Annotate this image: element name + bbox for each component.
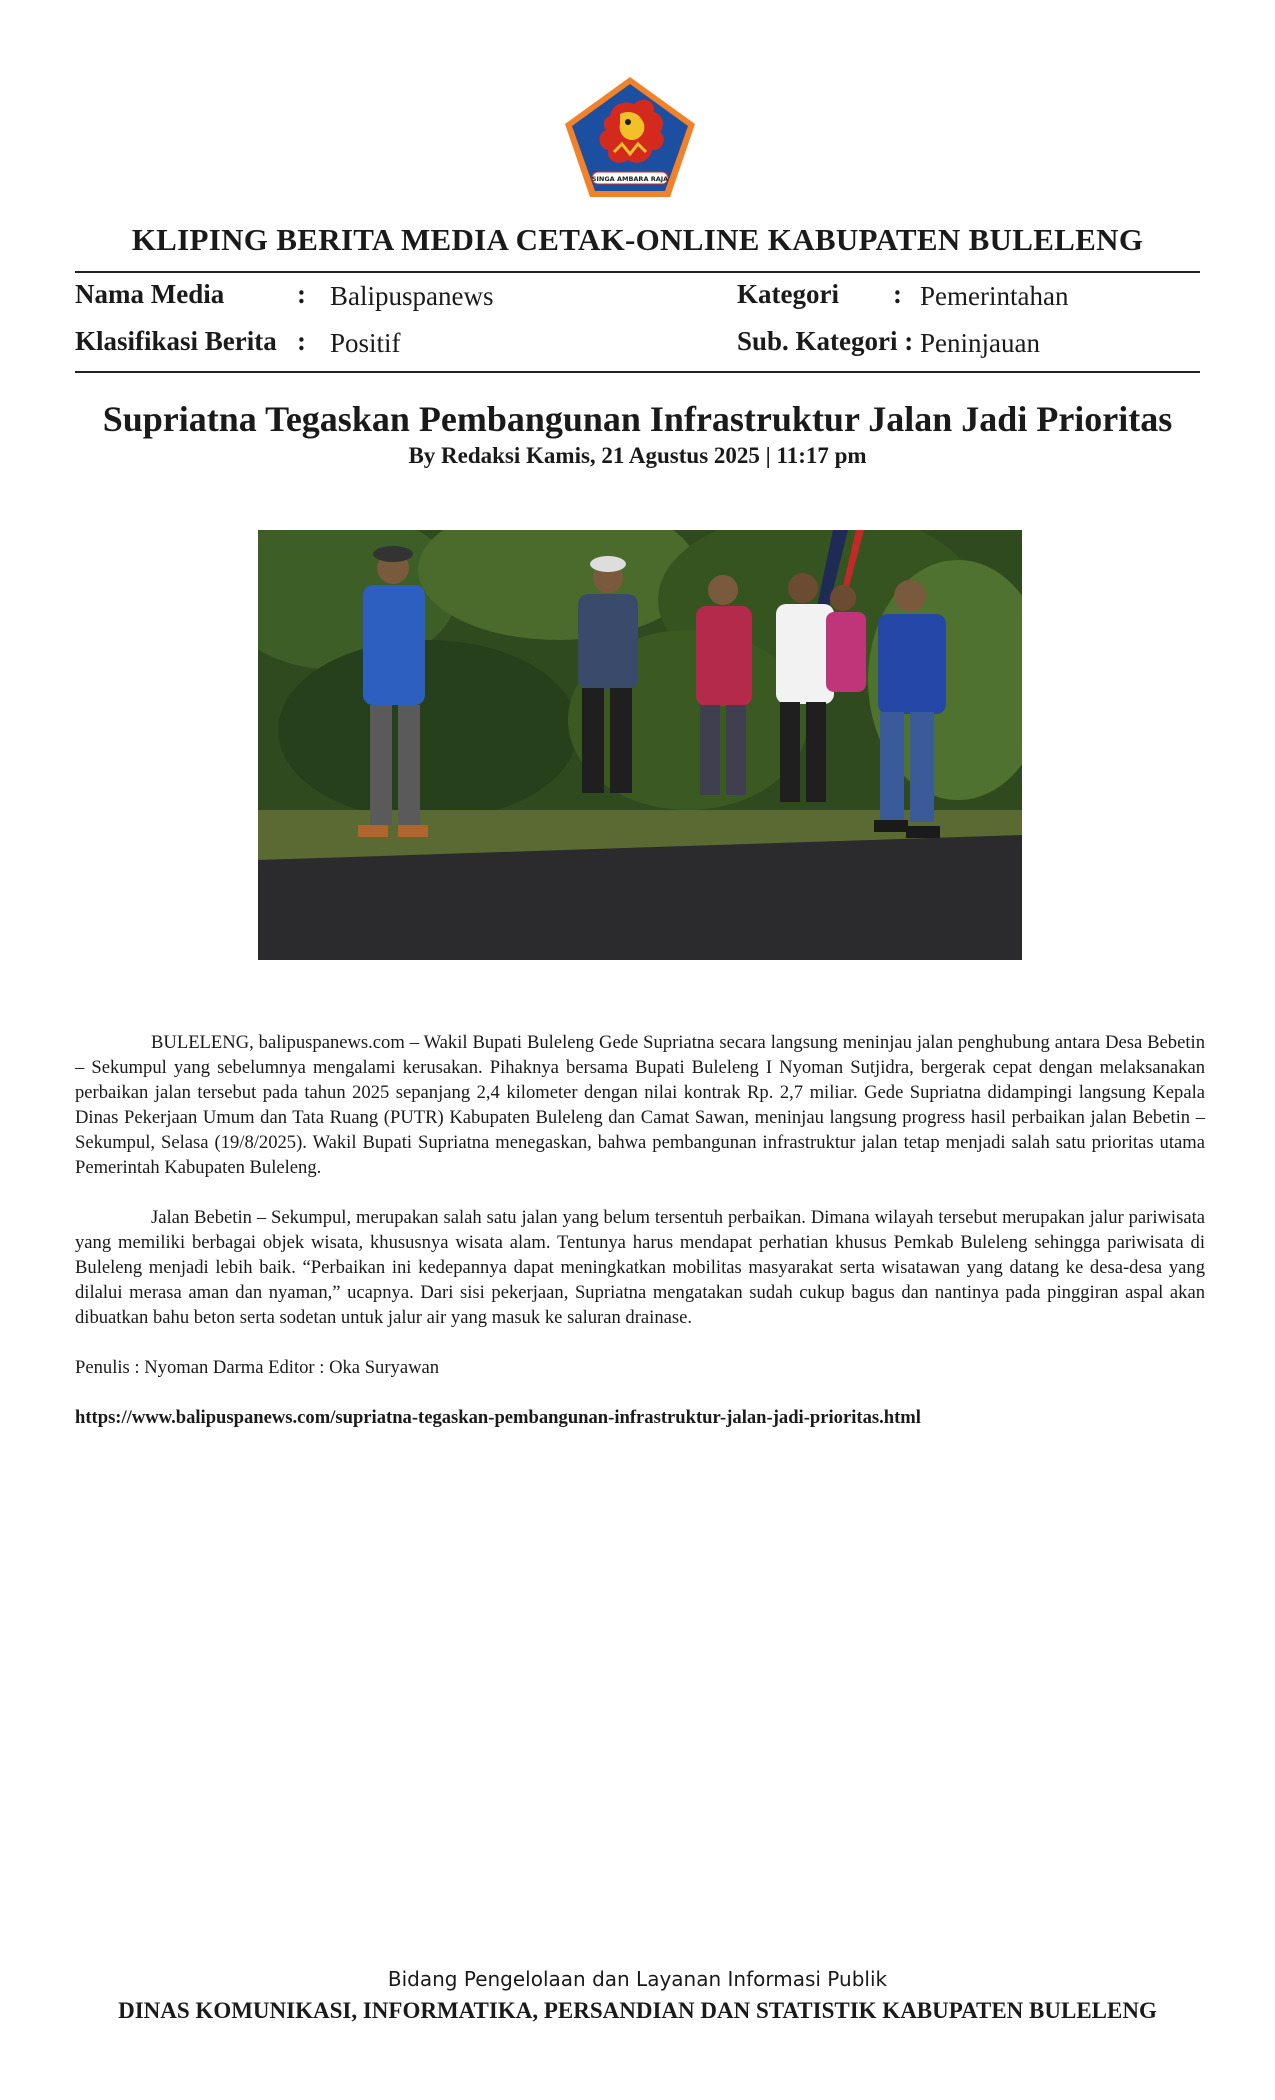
sub-kategori-label: Sub. Kategori :: [737, 326, 914, 356]
article-paragraph-2: Jalan Bebetin – Sekumpul, merupakan salah satu jalan yang belum tersentuh perbaikan. Dimana wilayah tersebut merupakan jalur pariwisata yang memiliki berbagai objek wisata, khususnya wisata alam. Tentunya harus mendapat perhatian khusus Pemkab Buleleng sehingga pariwisata di Buleleng menjadi lebih baik. “Perbaikan ini kedepannya dapat meningkatkan mobilitas masyarakat serta wisatawan yang datang ke desa-desa yang dilalui merasa aman dan nyaman,” ucapnya. Dari sisi pekerjaan, Supriatna mengatakan sudah cukup bagus dan nantinya pada pinggiran aspal akan dibuatkan bahu beton serta sodetan untuk jalur air yang masuk ke saluran drainase.: [75, 1207, 1205, 1328]
article-credits: Penulis : Nyoman Darma Editor : Oka Suryawan: [75, 1357, 440, 1378]
article-photo: [258, 530, 1022, 960]
sub-kategori-value: Peninjauan: [920, 328, 1040, 358]
article-body: [75, 1030, 1205, 1455]
header-rule-top: [75, 271, 1200, 273]
article-byline: By Redaksi Kamis, 21 Agustus 2025 | 11:17 pm: [408, 443, 867, 468]
klasifikasi-colon: :: [297, 326, 306, 356]
nama-media-value: Balipuspanews: [330, 281, 494, 311]
buleleng-emblem-logo: [562, 74, 698, 200]
footer-agency: DINAS KOMUNIKASI, INFORMATIKA, PERSANDIAN DAN STATISTIK KABUPATEN BULELENG: [118, 1998, 1157, 2023]
kategori-colon: :: [893, 279, 902, 309]
nama-media-label: Nama Media: [75, 279, 225, 309]
nama-media-colon: :: [297, 279, 306, 309]
header-rule-bottom: [75, 371, 1200, 373]
logo-motto: SINGA AMBARA RAJA: [591, 175, 669, 183]
article-paragraph-1: BULELENG, balipuspanews.com – Wakil Bupati Buleleng Gede Supriatna secara langsung meninjau jalan penghubung antara Desa Bebetin – Sekumpul yang sebelumnya mengalami kerusakan. Pihaknya bersama Bupati Buleleng I Nyoman Sutjidra, bergerak cepat dengan melaksanakan perbaikan jalan tersebut pada tahun 2025 sepanjang 2,4 kilometer dengan nilai kontrak Rp. 2,7 miliar. Gede Supriatna didampingi langsung Kepala Dinas Pekerjaan Umum dan Tata Ruang (PUTR) Kabupaten Buleleng dan Camat Sawan, meninjau langsung progress hasil perbaikan jalan Bebetin – Sekumpul, Selasa (19/8/2025). Wakil Bupati Supriatna menegaskan, bahwa pembangunan infrastruktur jalan tetap menjadi salah satu prioritas utama Pemerintah Kabupaten Buleleng.: [75, 1032, 1205, 1178]
kategori-label: Kategori: [737, 279, 839, 309]
klasifikasi-value: Positif: [330, 328, 401, 358]
article-title: Supriatna Tegaskan Pembangunan Infrastruktur Jalan Jadi Prioritas: [102, 399, 1173, 439]
page-title: KLIPING BERITA MEDIA CETAK-ONLINE KABUPATEN BULELENG: [131, 222, 1144, 257]
kategori-value: Pemerintahan: [920, 281, 1069, 311]
footer-division: Bidang Pengelolaan dan Layanan Informasi Publik: [387, 1967, 888, 1991]
klasifikasi-label: Klasifikasi Berita: [75, 326, 277, 356]
source-url-link[interactable]: https://www.balipuspanews.com/supriatna-tegaskan-pembangunan-infrastruktur-jalan-jadi-prioritas.html: [75, 1407, 921, 1428]
